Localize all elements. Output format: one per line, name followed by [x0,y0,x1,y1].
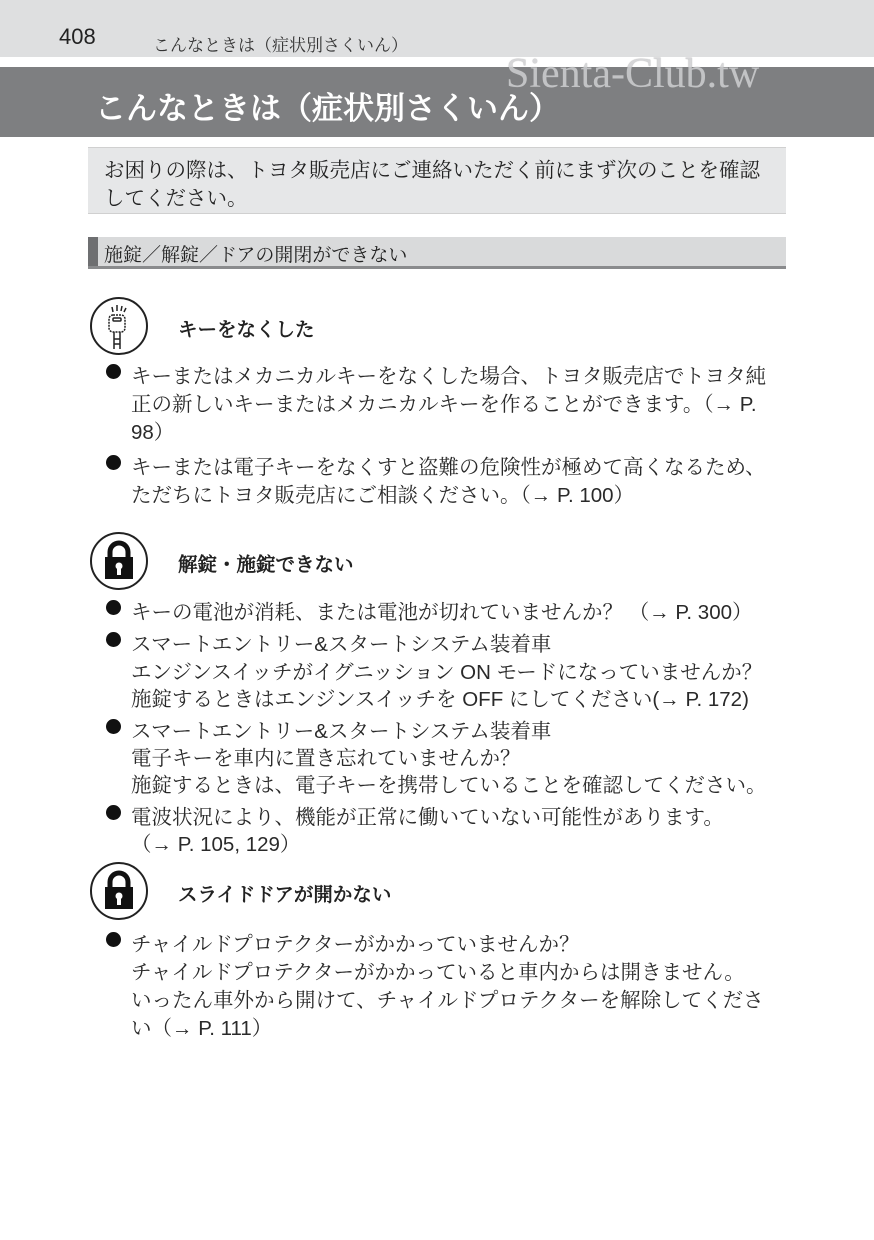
page-title: こんなときは（症状別さくいん） [95,91,560,126]
bullet-text-line: スマートエントリー&スタートシステム装着車 [131,720,552,743]
section-marker [88,237,98,266]
lock-icon [90,532,148,590]
running-header [0,0,874,57]
item-heading: スライドドアが開かない [178,884,392,906]
watermark: Sienta-Club.tw [506,51,760,97]
bullet-text-line: 施錠するときは、電子キーを携帯していることを確認してください。 [131,774,767,797]
bullet-icon [106,805,121,820]
bullet-text-line: 正の新しいキーまたはメカニカルキーを作ることができます。（→ P. [131,393,757,416]
bullet-text-line: キーの電池が消耗、または電池が切れていませんか？ （→ P. 300） [131,601,753,624]
bullet-text-line: い（→ P. 111） [131,1017,273,1040]
intro-line: してください。 [104,187,248,210]
bullet-icon [106,632,121,647]
item-heading: 解錠・施錠できない [178,554,354,576]
bullet-text-line: （→ P. 105, 129） [131,833,301,856]
intro-box [88,147,786,214]
bullet-text-line: エンジンスイッチがイグニッション ON モードになっていませんか？ [131,661,763,684]
page-number: 408 [59,24,96,49]
bullet-text-line: 98） [131,421,175,444]
bullet-icon [106,719,121,734]
bullet-text-line: チャイルドプロテクターがかかっていませんか？ [131,933,580,956]
bullet-text-line: チャイルドプロテクターがかかっていると車内からは開きません。 [131,961,745,984]
bullet-icon [106,455,121,470]
key-icon [90,297,148,355]
bullet-text-line: キーまたは電子キーをなくすと盗難の危険性が極めて高くなるため、 [131,456,766,479]
bullet-icon [106,600,121,615]
section-heading [88,237,786,269]
bullet-text-line: 電波状況により、機能が正常に働いていない可能性があります。 [131,806,724,829]
bullet-icon [106,364,121,379]
bullet-text-line: 施錠するときはエンジンスイッチを OFF にしてください(→ P. 172) [131,688,749,711]
bullet-text-line: 電子キーを車内に置き忘れていませんか？ [131,747,521,770]
bullet-text-line: キーまたはメカニカルキーをなくした場合、トヨタ販売店でトヨタ純 [131,365,767,388]
item-heading: キーをなくした [178,319,315,341]
intro-line: お困りの際は、トヨタ販売店にご連絡いただく前にまず次のことを確認 [104,159,760,182]
section-title: 施錠／解錠／ドアの開閉ができない [104,245,408,266]
bullet-text-line: スマートエントリー&スタートシステム装着車 [131,633,552,656]
running-title: こんなときは（症状別さくいん） [153,36,408,55]
bullet-text-line: いったん車外から開けて、チャイルドプロテクターを解除してくださ [131,989,764,1012]
bullet-text-line: ただちにトヨタ販売店にご相談ください。（→ P. 100） [131,484,635,507]
lock-icon [90,862,148,920]
bullet-icon [106,932,121,947]
